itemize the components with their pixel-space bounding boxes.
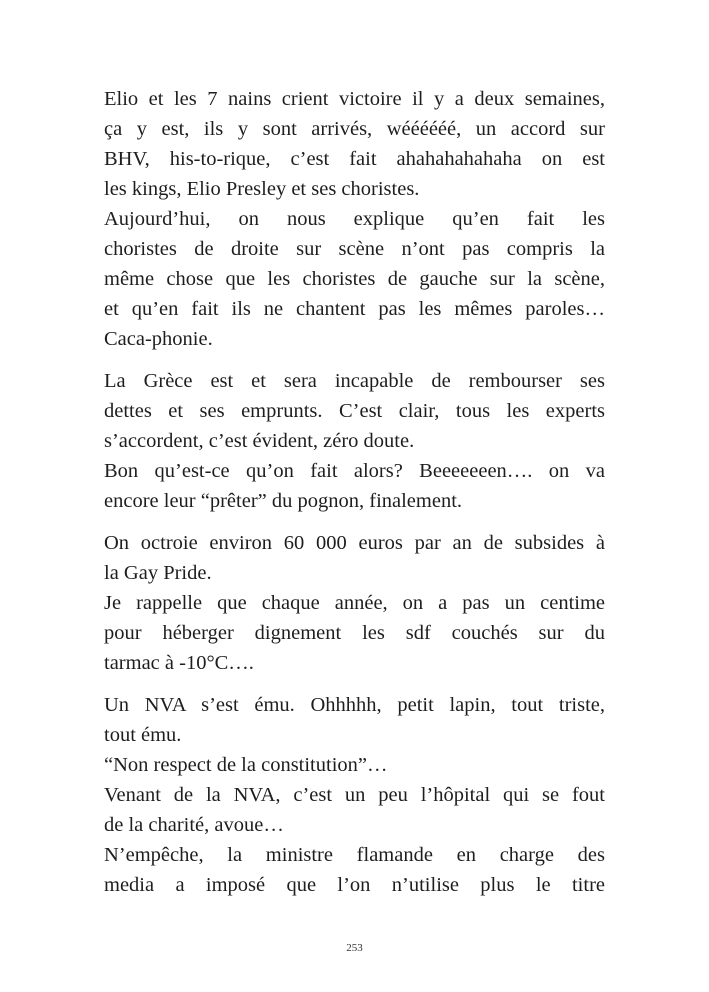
- paragraph-greece-debt: [104, 366, 605, 516]
- text-line: et qu’en fait ils ne chantent pas les mêmes paroles…: [104, 298, 605, 320]
- page-number: 253: [346, 942, 363, 954]
- text-line: Un NVA s’est ému. Ohhhhh, petit lapin, tout triste,: [104, 694, 605, 716]
- paragraph-gay-pride-subsidies: [104, 528, 605, 678]
- text-line: “Non respect de la constitution”…: [104, 754, 388, 776]
- text-line: ça y est, ils y sont arrivés, wéééééé, un accord sur: [104, 118, 605, 140]
- text-line: s’accordent, c’est évident, zéro doute.: [104, 430, 415, 452]
- text-line: tout ému.: [104, 724, 182, 746]
- text-line: pour héberger dignement les sdf couchés sur du: [104, 622, 605, 644]
- text-line: Je rappelle que chaque année, on a pas un centime: [104, 592, 605, 614]
- text-line: Bon qu’est-ce qu’on fait alors? Beeeeeeen…. on va: [104, 460, 605, 482]
- text-line: de la charité, avoue…: [104, 814, 284, 836]
- text-line: Elio et les 7 nains crient victoire il y a deux semaines,: [104, 88, 605, 110]
- text-line: media a imposé que l’on n’utilise plus le titre: [104, 874, 605, 896]
- text-line: dettes et ses emprunts. C’est clair, tous les experts: [104, 400, 605, 422]
- paragraph-nva: [104, 690, 605, 900]
- text-line: tarmac à -10°C….: [104, 652, 254, 674]
- text-line: On octroie environ 60 000 euros par an de subsides à: [104, 532, 605, 554]
- text-line: Venant de la NVA, c’est un peu l’hôpital qui se fout: [104, 784, 605, 806]
- text-line: BHV, his-to-rique, c’est fait ahahahahahaha on est: [104, 148, 605, 170]
- page-body: [104, 84, 605, 912]
- text-line: encore leur “prêter” du pognon, finalement.: [104, 490, 463, 512]
- text-line: Aujourd’hui, on nous explique qu’en fait les: [104, 208, 605, 230]
- text-line: les kings, Elio Presley et ses choristes.: [104, 178, 420, 200]
- text-line: La Grèce est et sera incapable de rembourser ses: [104, 370, 605, 392]
- text-line: N’empêche, la ministre flamande en charge des: [104, 844, 605, 866]
- paragraph-bhv-agreement: [104, 84, 605, 354]
- text-line: Caca-phonie.: [104, 328, 213, 350]
- text-line: même chose que les choristes de gauche sur la scène,: [104, 268, 605, 290]
- text-line: choristes de droite sur scène n’ont pas compris la: [104, 238, 605, 260]
- text-line: la Gay Pride.: [104, 562, 212, 584]
